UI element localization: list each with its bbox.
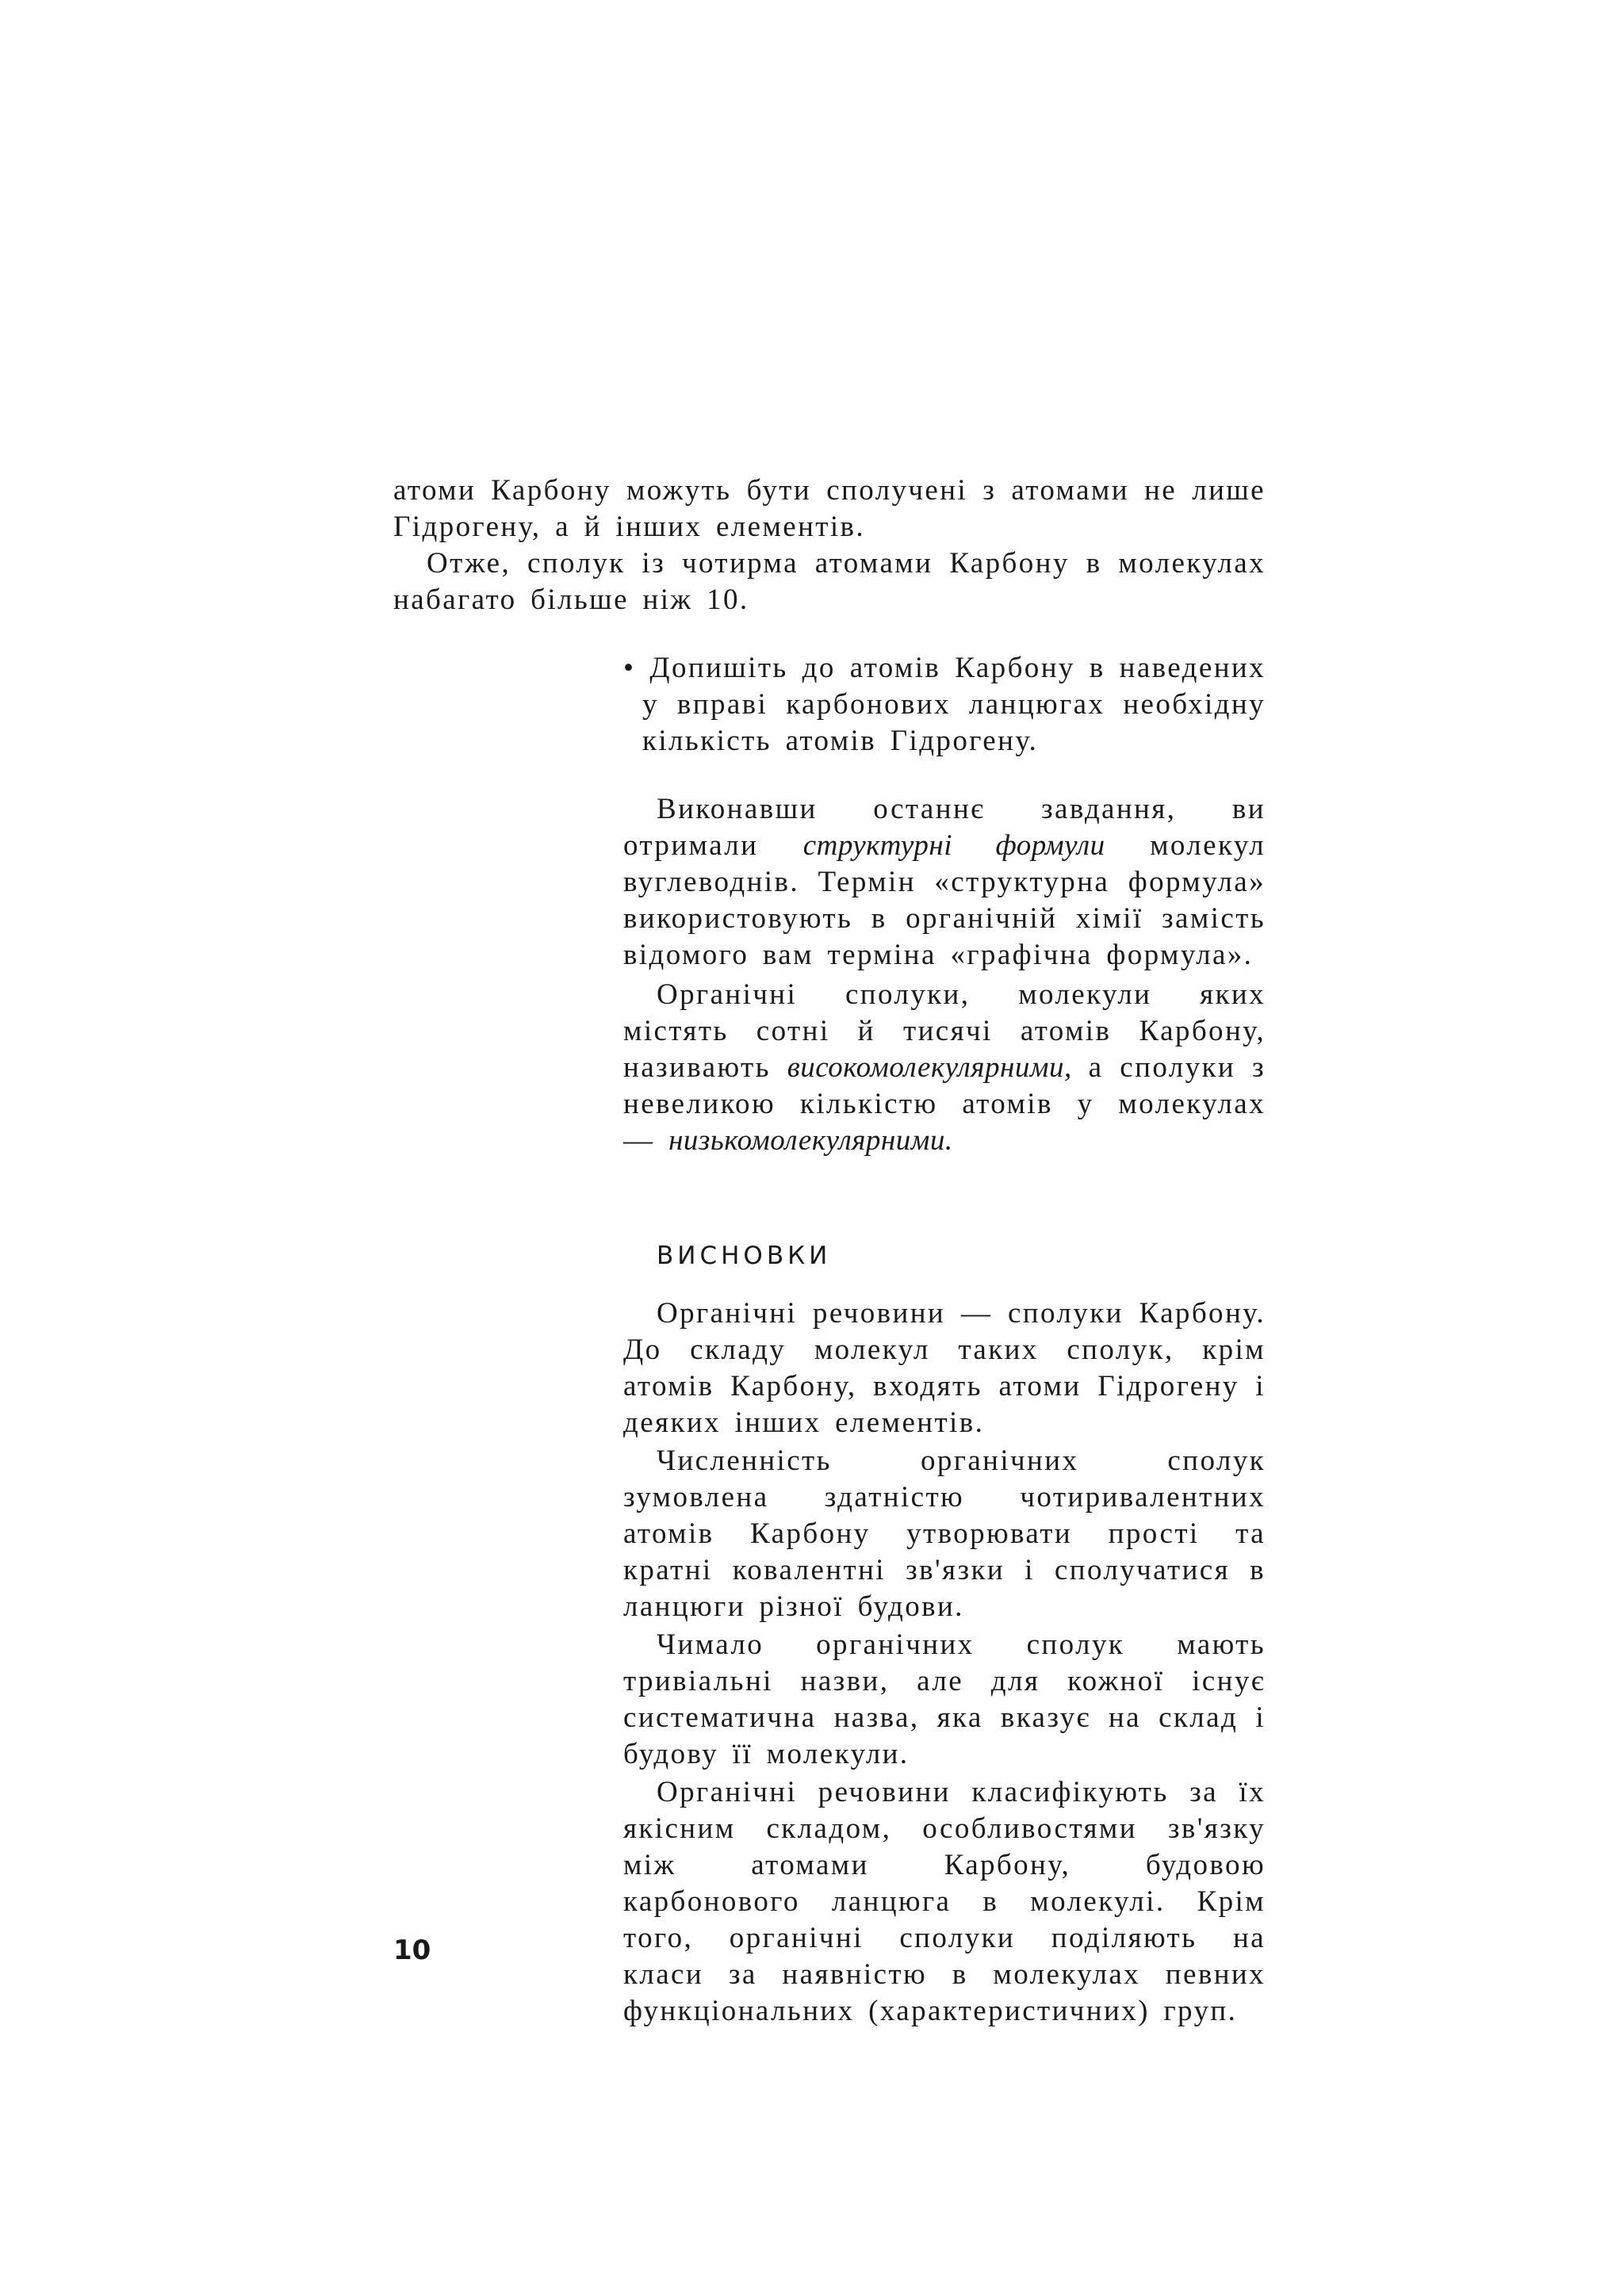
- term-structural-formulas: структурні формули: [802, 829, 1105, 862]
- structural-formulas-text: [623, 791, 1266, 1159]
- paragraph: Численність органічних сполук зумовлена здатністю чотиривалентних атомів Карбону утворювати прості та кратні ковалентні зв'язки і сполучатися в ланцюги різної будови.: [623, 1445, 1266, 1623]
- term-low-molecular: низькомолекулярними.: [668, 1124, 953, 1157]
- paragraph: [623, 791, 1266, 974]
- text-run: Органічні сполуки, молекули яких містять сотні й тисячі атомів Карбону, називають: [623, 978, 1266, 1084]
- task-text: • Допишіть до атомів Карбону в наведених у вправі карбонових ланцюгах необхідну кількість атомів Гідрогену.: [623, 652, 1266, 757]
- intro-text: [393, 473, 1266, 618]
- page-number: 10: [393, 1934, 431, 1966]
- task-bullet: [623, 650, 1266, 760]
- text-run: Виконавши останнє завдання, ви отримали: [623, 793, 1266, 862]
- text-run: а сполуки з невеликою кількістю атомів у молекулах —: [623, 1051, 1266, 1157]
- heading-text: ВИСНОВКИ: [657, 1242, 832, 1270]
- text-run: молекул вуглеводнів. Термін «структурна формула» використовують в органічній хімії замість відомого вам терміна «графічна формула».: [623, 829, 1266, 971]
- term-high-molecular: високомолекулярними,: [787, 1051, 1072, 1084]
- paragraph: [623, 977, 1266, 1159]
- paragraph: Чимало органічних сполук мають тривіальні назви, але для кожної існує систематична назва, яка вказує на склад і будову її молекули.: [623, 1628, 1266, 1770]
- paragraph: Органічні речовини — сполуки Карбону. До складу молекул таких сполук, крім атомів Карбону, входять атоми Гідрогену і деяких інших елементів.: [623, 1297, 1266, 1439]
- paragraph: атоми Карбону можуть бути сполучені з атомами не лише Гідрогену, а й інших елементів.: [393, 474, 1266, 543]
- conclusions-heading: [657, 1242, 831, 1270]
- paragraph: Органічні речовини класифікують за їх якісним складом, особливостями зв'язку між атомами Карбону, будовою карбонового ланцюга в молекулі. Крім того, органічні сполуки поділяють на класи за наявністю в молекулах певних функціональних (характеристичних) груп.: [623, 1776, 1266, 2027]
- conclusions-text: [623, 1295, 1266, 2030]
- paragraph: Отже, сполук із чотирма атомами Карбону в молекулах набагато більше ніж 10.: [393, 547, 1266, 616]
